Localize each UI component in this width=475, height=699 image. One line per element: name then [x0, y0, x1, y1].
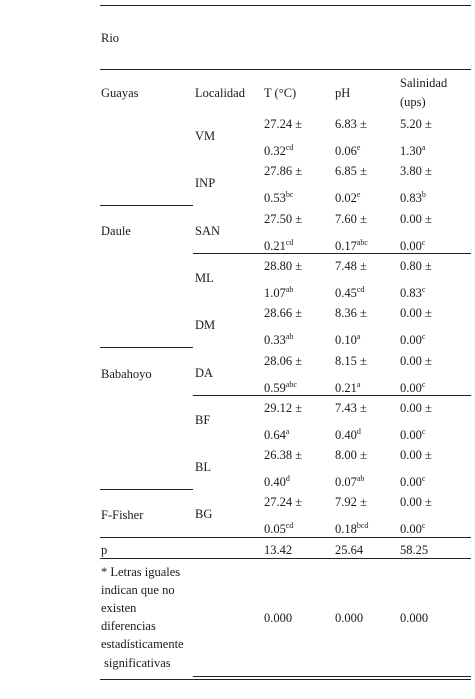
- temp-sd: [264, 191, 293, 206]
- ph-letter-group: d: [356, 427, 361, 436]
- table-top-rule: [100, 5, 471, 6]
- temp-letter-group: a: [285, 427, 290, 436]
- ph-sd-value: 0.07: [335, 475, 357, 489]
- salinity-header-line2: (ups): [400, 95, 426, 109]
- ph-mean: 7.43 ±: [335, 401, 367, 415]
- temp-letter-group: ab: [285, 285, 294, 294]
- ph-letter-group: cd: [356, 285, 365, 294]
- rule-daule-babahoyo: [100, 347, 193, 348]
- temp-sd: [264, 144, 293, 159]
- footnote-line: estadísticamente: [101, 637, 184, 651]
- salinity-sd: [400, 191, 426, 206]
- salinity-mean: 0.00 ±: [400, 401, 432, 415]
- temp-sd-value: 0.21: [264, 239, 286, 253]
- rio-name-guayas: Guayas: [101, 86, 139, 100]
- location-code: VM: [195, 129, 216, 143]
- rule-babahoyo-fisher: [100, 489, 193, 490]
- temp-mean: 27.50 ±: [264, 212, 303, 226]
- footnote-line: indican que no: [101, 583, 175, 597]
- temp-mean: 27.24 ±: [264, 495, 303, 509]
- ph-mean: 8.36 ±: [335, 306, 367, 320]
- ph-sd: [335, 144, 360, 159]
- temp-sd-value: 1.07: [264, 286, 286, 300]
- ph-sd-value: 0.18: [335, 522, 357, 536]
- rio-header: Rio: [101, 31, 120, 45]
- salinity-mean: 5.20 ±: [400, 117, 432, 131]
- ph-letter-group: abc: [356, 238, 368, 247]
- location-code: BF: [195, 413, 211, 427]
- ph-sd: [335, 286, 364, 301]
- location-code: ML: [195, 271, 214, 285]
- temp-sd-value: 0.59: [264, 381, 286, 395]
- ph-letter-group: ab: [356, 474, 365, 483]
- ph-mean: 7.48 ±: [335, 259, 367, 273]
- temp-sd: [264, 286, 293, 301]
- ph-letter-group: a: [356, 332, 361, 341]
- footnote-line: diferencias: [101, 619, 156, 633]
- ph-letter-group: bcd: [356, 521, 369, 530]
- ph-sd: [335, 191, 360, 206]
- location-code: DM: [195, 318, 216, 332]
- temp-mean: 27.86 ±: [264, 164, 303, 178]
- ph-sd: [335, 239, 368, 254]
- ph-mean: 6.83 ±: [335, 117, 367, 131]
- location-code: BG: [195, 507, 213, 521]
- salinity-sd-value: 0.00: [400, 428, 422, 442]
- rule-bottom-2: [100, 679, 471, 680]
- temp-sd: [264, 522, 293, 537]
- ph-sd: [335, 381, 360, 396]
- salinity-sd-value: 0.00: [400, 522, 422, 536]
- footnote-line: significativas: [104, 656, 171, 670]
- salinity-letter-group: c: [421, 521, 426, 530]
- ph-sd-value: 0.21: [335, 381, 357, 395]
- p-row-temp: 13.42: [264, 543, 293, 557]
- rule-p-end: [100, 558, 471, 559]
- temp-sd-value: 0.40: [264, 475, 286, 489]
- rio-name-babahoyo: Babahoyo: [101, 367, 152, 381]
- salinity-sd-value: 0.00: [400, 475, 422, 489]
- salinity-mean: 0.80 ±: [400, 259, 432, 273]
- location-code: BL: [195, 460, 211, 474]
- ph-mean: 7.60 ±: [335, 212, 367, 226]
- temp-sd: [264, 475, 290, 490]
- footnote-line: * Letras iguales: [101, 565, 181, 579]
- location-code: DA: [195, 366, 214, 380]
- temp-sd-value: 0.33: [264, 333, 286, 347]
- ph-sd-value: 0.17: [335, 239, 357, 253]
- salinity-mean: 0.00 ±: [400, 212, 432, 226]
- salinity-sd-value: 0.83: [400, 191, 422, 205]
- temp-letter-group: ab: [285, 332, 294, 341]
- ph-sd-value: 0.45: [335, 286, 357, 300]
- salinity-sd-value: 0.00: [400, 381, 422, 395]
- salinity-letter-group: c: [421, 332, 426, 341]
- rule-loc-sep-1: [193, 253, 471, 254]
- salinity-letter-group: c: [421, 474, 426, 483]
- salinity-letter-group: c: [421, 285, 426, 294]
- temp-mean: 28.06 ±: [264, 354, 303, 368]
- temp-sd: [264, 381, 297, 396]
- salinity-sd: [400, 286, 425, 301]
- rule-guayas-daule: [100, 205, 193, 206]
- temperature-header: T (°C): [264, 86, 297, 100]
- rule-bottom-1: [193, 676, 471, 677]
- temp-letter-group: cd: [285, 143, 294, 152]
- temp-sd-value: 0.53: [264, 191, 286, 205]
- temp-sd-value: 0.05: [264, 522, 286, 536]
- salinity-letter-group: a: [421, 143, 426, 152]
- salinity-mean: 0.00 ±: [400, 354, 432, 368]
- ph-letter-group: e: [356, 190, 361, 199]
- location-code: SAN: [195, 224, 221, 238]
- footnote-ph: 0.000: [335, 611, 364, 625]
- salinity-mean: 0.00 ±: [400, 495, 432, 509]
- footnote-temp: 0.000: [264, 611, 293, 625]
- ph-mean: 6.85 ±: [335, 164, 367, 178]
- ph-letter-group: e: [356, 143, 361, 152]
- temp-letter-group: cd: [285, 238, 294, 247]
- salinity-letter-group: c: [421, 238, 426, 247]
- p-row-label: p: [101, 543, 108, 557]
- ph-sd-value: 0.10: [335, 333, 357, 347]
- rule-data-end: [100, 537, 471, 538]
- temp-letter-group: d: [285, 474, 290, 483]
- ph-mean: 8.00 ±: [335, 448, 367, 462]
- location-code: INP: [195, 176, 216, 190]
- p-row-salinity: 58.25: [400, 543, 429, 557]
- salinity-sd-value: 0.00: [400, 239, 422, 253]
- salinity-header-line1: Salinidad: [400, 76, 448, 90]
- ph-letter-group: a: [356, 380, 361, 389]
- temp-mean: 26.38 ±: [264, 448, 303, 462]
- salinity-sd: [400, 522, 425, 537]
- salinity-sd-value: 0.00: [400, 333, 422, 347]
- salinity-letter-group: c: [421, 427, 426, 436]
- temp-sd: [264, 239, 293, 254]
- salinity-sd: [400, 333, 425, 348]
- salinity-sd: [400, 239, 425, 254]
- f-fisher-label: F-Fisher: [101, 508, 144, 522]
- salinity-sd: [400, 475, 425, 490]
- salinity-sd-value: 0.83: [400, 286, 422, 300]
- salinity-mean: 0.00 ±: [400, 448, 432, 462]
- temp-mean: 27.24 ±: [264, 117, 303, 131]
- ph-sd: [335, 522, 368, 537]
- rio-name-daule: Daule: [101, 224, 131, 238]
- temp-sd-value: 0.32: [264, 144, 286, 158]
- ph-mean: 8.15 ±: [335, 354, 367, 368]
- salinity-sd: [400, 428, 425, 443]
- temp-sd-value: 0.64: [264, 428, 286, 442]
- ph-mean: 7.92 ±: [335, 495, 367, 509]
- salinity-letter-group: c: [421, 380, 426, 389]
- footnote-line: existen: [101, 601, 137, 615]
- temp-mean: 28.66 ±: [264, 306, 303, 320]
- ph-sd-value: 0.40: [335, 428, 357, 442]
- temp-mean: 29.12 ±: [264, 401, 303, 415]
- ph-sd-value: 0.02: [335, 191, 357, 205]
- temp-letter-group: abc: [285, 380, 297, 389]
- salinity-mean: 0.00 ±: [400, 306, 432, 320]
- temp-letter-group: cd: [285, 521, 294, 530]
- temp-mean: 28.80 ±: [264, 259, 303, 273]
- temp-sd: [264, 333, 293, 348]
- salinity-sd: [400, 381, 425, 396]
- salinity-sd: [400, 144, 425, 159]
- header-rule: [100, 69, 471, 70]
- ph-sd: [335, 333, 360, 348]
- ph-sd: [335, 475, 364, 490]
- temp-sd: [264, 428, 289, 443]
- salinity-letter-group: b: [421, 190, 426, 199]
- ph-sd-value: 0.06: [335, 144, 357, 158]
- p-row-ph: 25.64: [335, 543, 364, 557]
- ph-header: pH: [335, 86, 351, 100]
- salinity-mean: 3.80 ±: [400, 164, 432, 178]
- temp-letter-group: bc: [285, 190, 294, 199]
- ph-sd: [335, 428, 361, 443]
- footnote-salinity: 0.000: [400, 611, 429, 625]
- rule-loc-sep-2: [193, 395, 471, 396]
- localidad-header: Localidad: [195, 86, 245, 100]
- salinity-sd-value: 1.30: [400, 144, 422, 158]
